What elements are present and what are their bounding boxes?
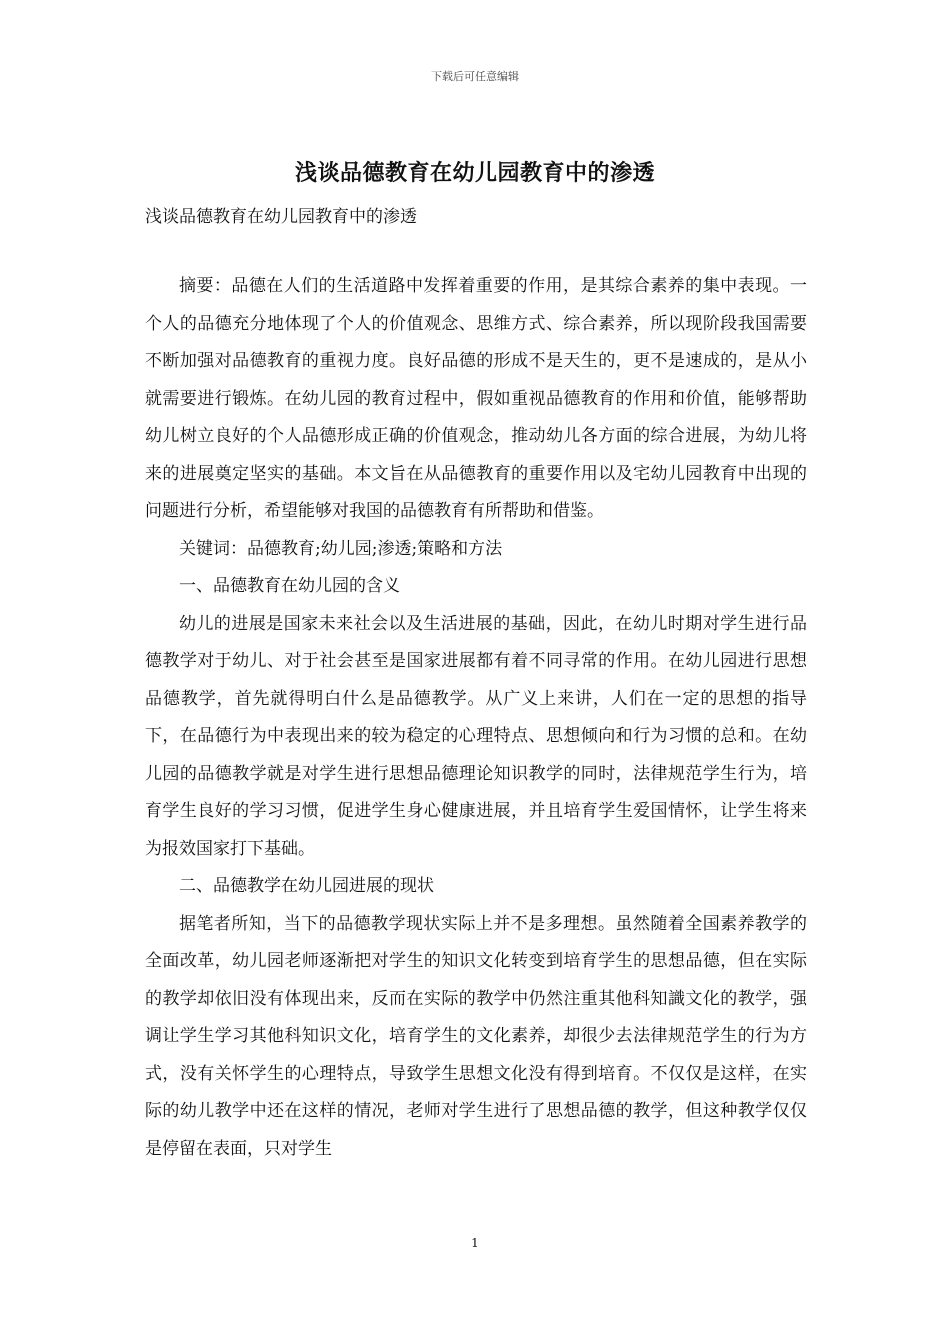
document-title: 浅谈品德教育在幼儿园教育中的渗透	[294, 160, 655, 186]
header-note: 下载后可任意编辑	[431, 70, 519, 83]
body-text	[145, 268, 807, 1168]
section-2-paragraph: 据笔者所知，当下的品德教学现状实际上并不是多理想。虽然随着全国素养教学的全面改革，幼儿园老师逐渐把对学生的知识文化转变到培育学生的思想品德，但在实际的教学却依旧没有体现出来，反而在实际的教学中仍然注重其他科知識文化的教学，强调让学生学习其他科知识文化，培育学生的文化素养，却很少去法律规范学生的行为方式，没有关怀学生的心理特点，导致学生思想文化没有得到培育。不仅仅是这样，在实际的幼儿教学中还在这样的情况，老师对学生进行了思想品德的教学，但这种教学仅仅是停留在表面，只对学生	[145, 913, 807, 1159]
section-heading-2: 二、品德教学在幼儿园进展的现状	[179, 876, 434, 896]
document-subtitle: 浅谈品德教育在幼儿园教育中的渗透	[145, 207, 417, 227]
section-1-paragraph: 幼儿的进展是国家未来社会以及生活进展的基础，因此，在幼儿时期对学生进行品德教学对于幼儿、对于社会甚至是国家进展都有着不同寻常的作用。在幼儿园进行思想品德教学，首先就得明白什么是品德教学。从广义上来讲，人们在一定的思想的指导下，在品德行为中表现出来的较为稳定的心理特点、思想倾向和行为习惯的总和。在幼儿园的品德教学就是对学生进行思想品德理论知识教学的同时，法律规范学生行为，培育学生良好的学习习惯，促进学生身心健康进展，并且培育学生爱国情怀，让学生将来为报效国家打下基础。	[145, 613, 807, 859]
page-number: 1	[471, 1236, 479, 1250]
section-heading-1: 一、品德教育在幼儿园的含义	[179, 576, 400, 596]
abstract-paragraph: 摘要：品德在人们的生活道路中发挥着重要的作用，是其综合素养的集中表现。一个人的品德充分地体现了个人的价值观念、思维方式、综合素养，所以现阶段我国需要不断加强对品德教育的重视力度。良好品德的形成不是天生的，更不是速成的，是从小就需要进行锻炼。在幼儿园的教育过程中，假如重视品德教育的作用和价值，能够帮助幼儿树立良好的个人品德形成正确的价值观念，推动幼儿各方面的综合进展，为幼儿将来的进展奠定坚实的基础。本文旨在从品德教育的重要作用以及宅幼儿园教育中出现的问题进行分析，希望能够对我国的品德教育有所帮助和借鉴。	[145, 276, 807, 521]
keywords-paragraph: 关键词：品德教育;幼儿园;渗透;策略和方法	[179, 538, 503, 559]
